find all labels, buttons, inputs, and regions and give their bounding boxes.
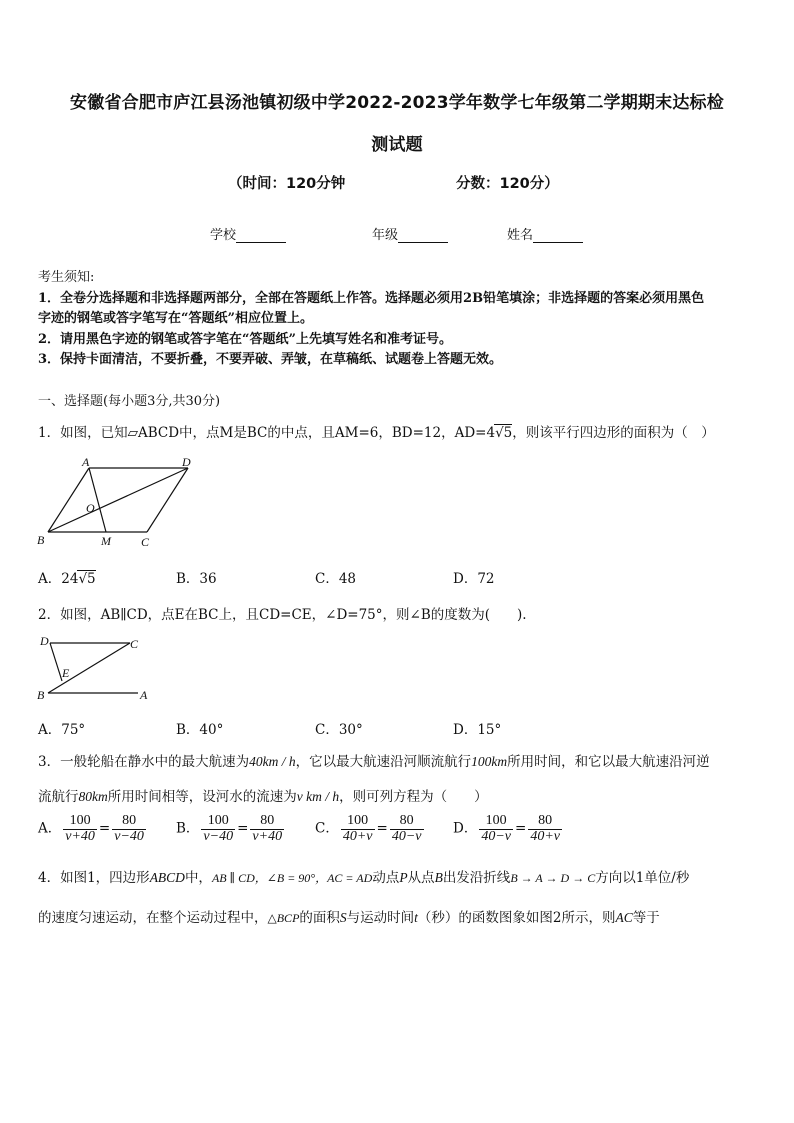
notice-item-3: 3．保持卡面清洁，不要折叠，不要弄破、弄皱，在草稿纸、试题卷上答题无效。	[38, 352, 503, 367]
question-1	[38, 421, 715, 441]
q2-option-b[interactable]: B．40°	[176, 722, 224, 738]
q3-dist1: 100km	[471, 754, 508, 769]
q1-label-C: C	[141, 535, 150, 549]
q2-label-C: C	[130, 637, 139, 651]
q2-label-D: D	[40, 634, 49, 648]
q1-label-M: M	[101, 534, 111, 548]
q2-option-d[interactable]: D．15°	[453, 722, 502, 738]
q1-option-b[interactable]: B．36	[176, 571, 217, 587]
school-field	[210, 224, 286, 243]
page-title-line2: 测试题	[371, 135, 423, 155]
notice-heading: 考生须知:	[38, 270, 95, 285]
q3-dist2: 80km	[78, 789, 108, 804]
school-label: 学校	[210, 228, 237, 243]
exam-score: 分数：120分）	[456, 176, 559, 192]
q1-label-A: A	[82, 455, 90, 469]
q3-option-b[interactable]: B． $\frac{100}{v-40}$ = $\frac{80}{v+40}$	[176, 813, 283, 844]
name-field	[507, 224, 583, 243]
q3-option-a[interactable]: A． $\frac{100}{v+40}$ = $\frac{80}{v-40}$	[38, 813, 144, 844]
q2-label-A: A	[140, 688, 148, 702]
exam-time: （时间：120分钟	[228, 176, 346, 192]
q1-label-O: O	[86, 501, 95, 515]
page-title-line1: 安徽省合肥市庐江县汤池镇初级中学2022-2023学年数学七年级第二学期期末达标检	[70, 93, 724, 113]
grade-field	[372, 224, 448, 243]
name-label: 姓名	[507, 228, 534, 243]
q3-option-d[interactable]: D． $\frac{100}{40-v}$ = $\frac{80}{40+v}$	[453, 813, 560, 844]
q3-option-c[interactable]: C． $\frac{100}{40+v}$ = $\frac{80}{40-v}$	[315, 813, 422, 844]
school-blank[interactable]	[236, 229, 286, 243]
name-blank[interactable]	[533, 229, 583, 243]
question-4-line2: 的速度匀速运动，在整个运动过程中，△BCP的面积S与运动时间t（秒）的函数图象如图2所示，则AC等于	[38, 910, 660, 926]
notice-item-1-cont: 字迹的钢笔或答字笔写在“答题纸”相应位置上。	[38, 311, 313, 326]
q1-sqrt: √5	[495, 425, 513, 441]
question-4-line1: 4．如图1，四边形ABCD中，AB ∥ CD，∠B = 90°，AC = AD动点P从点B出发沿折线B → A → D → C方向以1单位/秒	[38, 870, 690, 886]
q2-option-a[interactable]: A．75°	[38, 722, 86, 738]
q1-label-B: B	[37, 533, 45, 547]
q3-vunit: v km / h	[296, 789, 340, 804]
q2-label-E: E	[62, 666, 70, 680]
q1-option-a[interactable]: A．24√5	[38, 571, 96, 587]
notice-item-1: 1．全卷分选择题和非选择题两部分，全部在答题纸上作答。选择题必须用2B铅笔填涂；非选择题的答案必须用黑色	[38, 291, 705, 306]
q2-figure	[34, 633, 154, 703]
q2-option-c[interactable]: C．30°	[315, 722, 363, 738]
grade-label: 年级	[372, 228, 399, 243]
q1-figure	[34, 454, 204, 550]
q1-label-D: D	[182, 455, 191, 469]
q1-option-d[interactable]: D．72	[453, 571, 495, 587]
question-3-line1: 3．一般轮船在静水中的最大航速为40km / h，它以最大航速沿河顺流航行100km所用时间，和它以最大航速沿河逆	[38, 754, 710, 770]
q1-text-b: ，则该平行四边形的面积为（ ）	[512, 425, 715, 441]
q3-speed: 40km / h	[249, 754, 296, 769]
question-3-line2: 流航行80km所用时间相等，设河水的流速为v km / h，则可列方程为（ ）	[38, 789, 488, 805]
section-heading: 一、选择题(每小题3分,共30分)	[38, 394, 221, 409]
question-2: 2．如图，AB∥CD，点E在BC上，且CD=CE，∠D=75°，则∠B的度数为( ).	[38, 607, 527, 623]
q1-option-c[interactable]: C．48	[315, 571, 357, 587]
notice-item-2: 2．请用黑色字迹的钢笔或答字笔在“答题纸”上先填写姓名和准考证号。	[38, 332, 453, 347]
q1-text-a: 1．如图，已知▱ABCD中，点M是BC的中点，且AM=6，BD=12，AD=4	[38, 425, 496, 441]
grade-blank[interactable]	[398, 229, 448, 243]
q2-label-B: B	[37, 688, 45, 702]
